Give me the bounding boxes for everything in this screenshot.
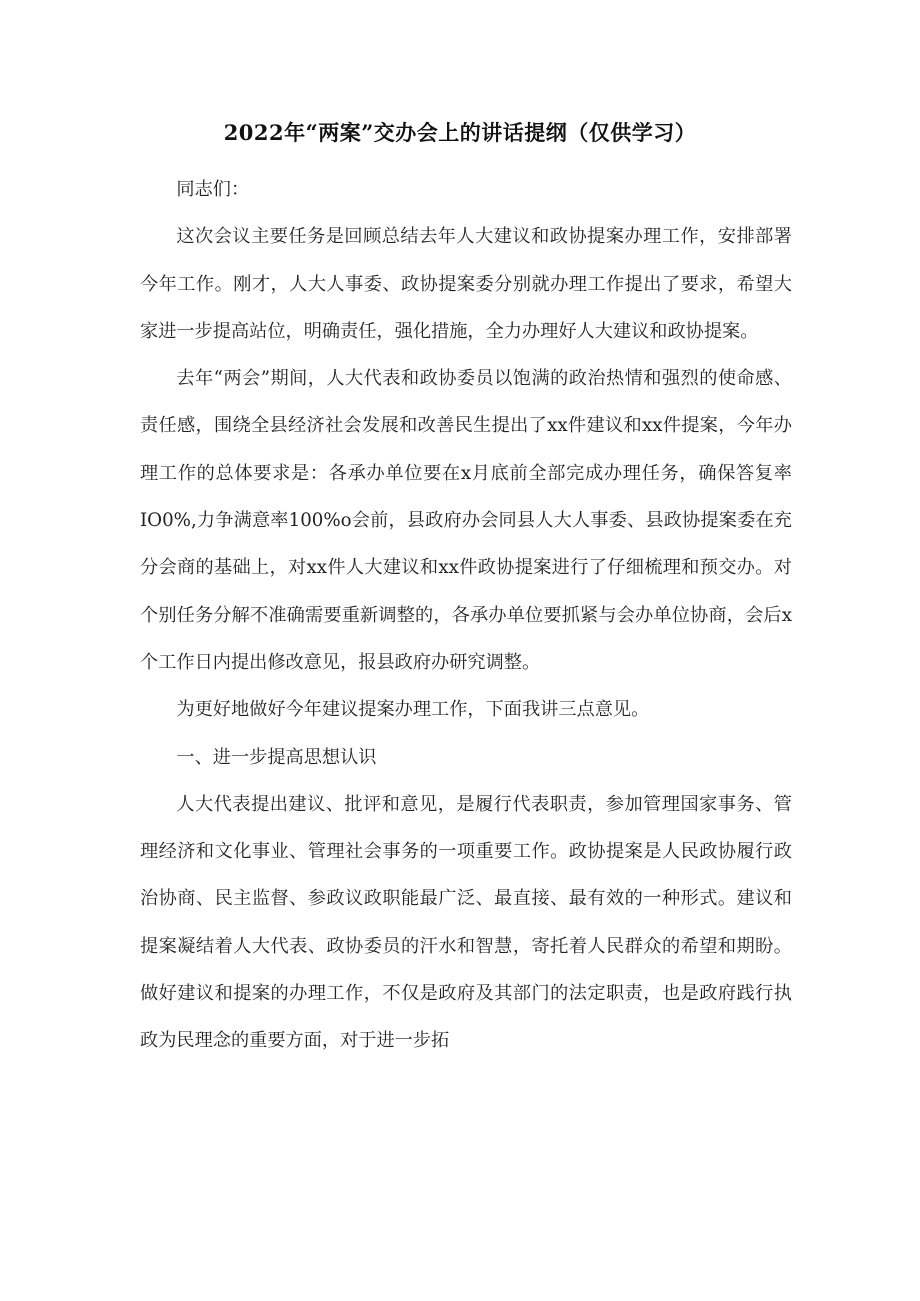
paragraph: 人大代表提出建议、批评和意见，是履行代表职责，参加管理国家事务、管理经济和文化事业、管理社会事务的一项重要工作。政协提案是人民政协履行政治协商、民主监督、参政议政职能最广泛、最直接、最有效的一种形式。建议和提案凝结着人大代表、政协委员的汗水和智慧，寄托着人民群众的希望和期盼。做好建议和提案的办理工作，不仅是政府及其部门的法定职责，也是政府践行执政为民理念的重要方面，对于进一步拓 (140, 793, 792, 1052)
paragraph: 这次会议主要任务是回顾总结去年人大建议和政协提案办理工作，安排部署今年工作。刚才，人大人事委、政协提案委分别就办理工作提出了要求，希望大家进一步提高站位，明确责任，强化措施，全力办理好人大建议和政协提案。 (140, 226, 792, 342)
paragraph: 为更好地做好今年建议提案办理工作，下面我讲三点意见。 (176, 699, 650, 721)
salutation: 同志们： (176, 179, 250, 200)
section-heading: 一、进一步提高思想认识 (176, 746, 377, 768)
document-title: 2022年“两案”交办会上的讲话提纲（仅供学习） (223, 120, 697, 145)
document-body (140, 166, 792, 1065)
paragraph: 去年“两会”期间，人大代表和政协委员以饱满的政治热情和强烈的使命感、责任感，围绕全县经济社会发展和改善民生提出了xx件建议和xx件提案，今年办理工作的总体要求是：各承办单位要在x月底前全部完成办理任务，确保答复率IO0%,力争满意率100%o会前，县政府办会同县人大人事委、县政协提案委在充分会商的基础上，对xx件人大建议和xx件政协提案进行了仔细梳理和预交办。对个别任务分解不准确需要重新调整的，各承办单位要抓紧与会办单位协商，会后x个工作日内提出修改意见，报县政府办研究调整。 (140, 368, 792, 673)
